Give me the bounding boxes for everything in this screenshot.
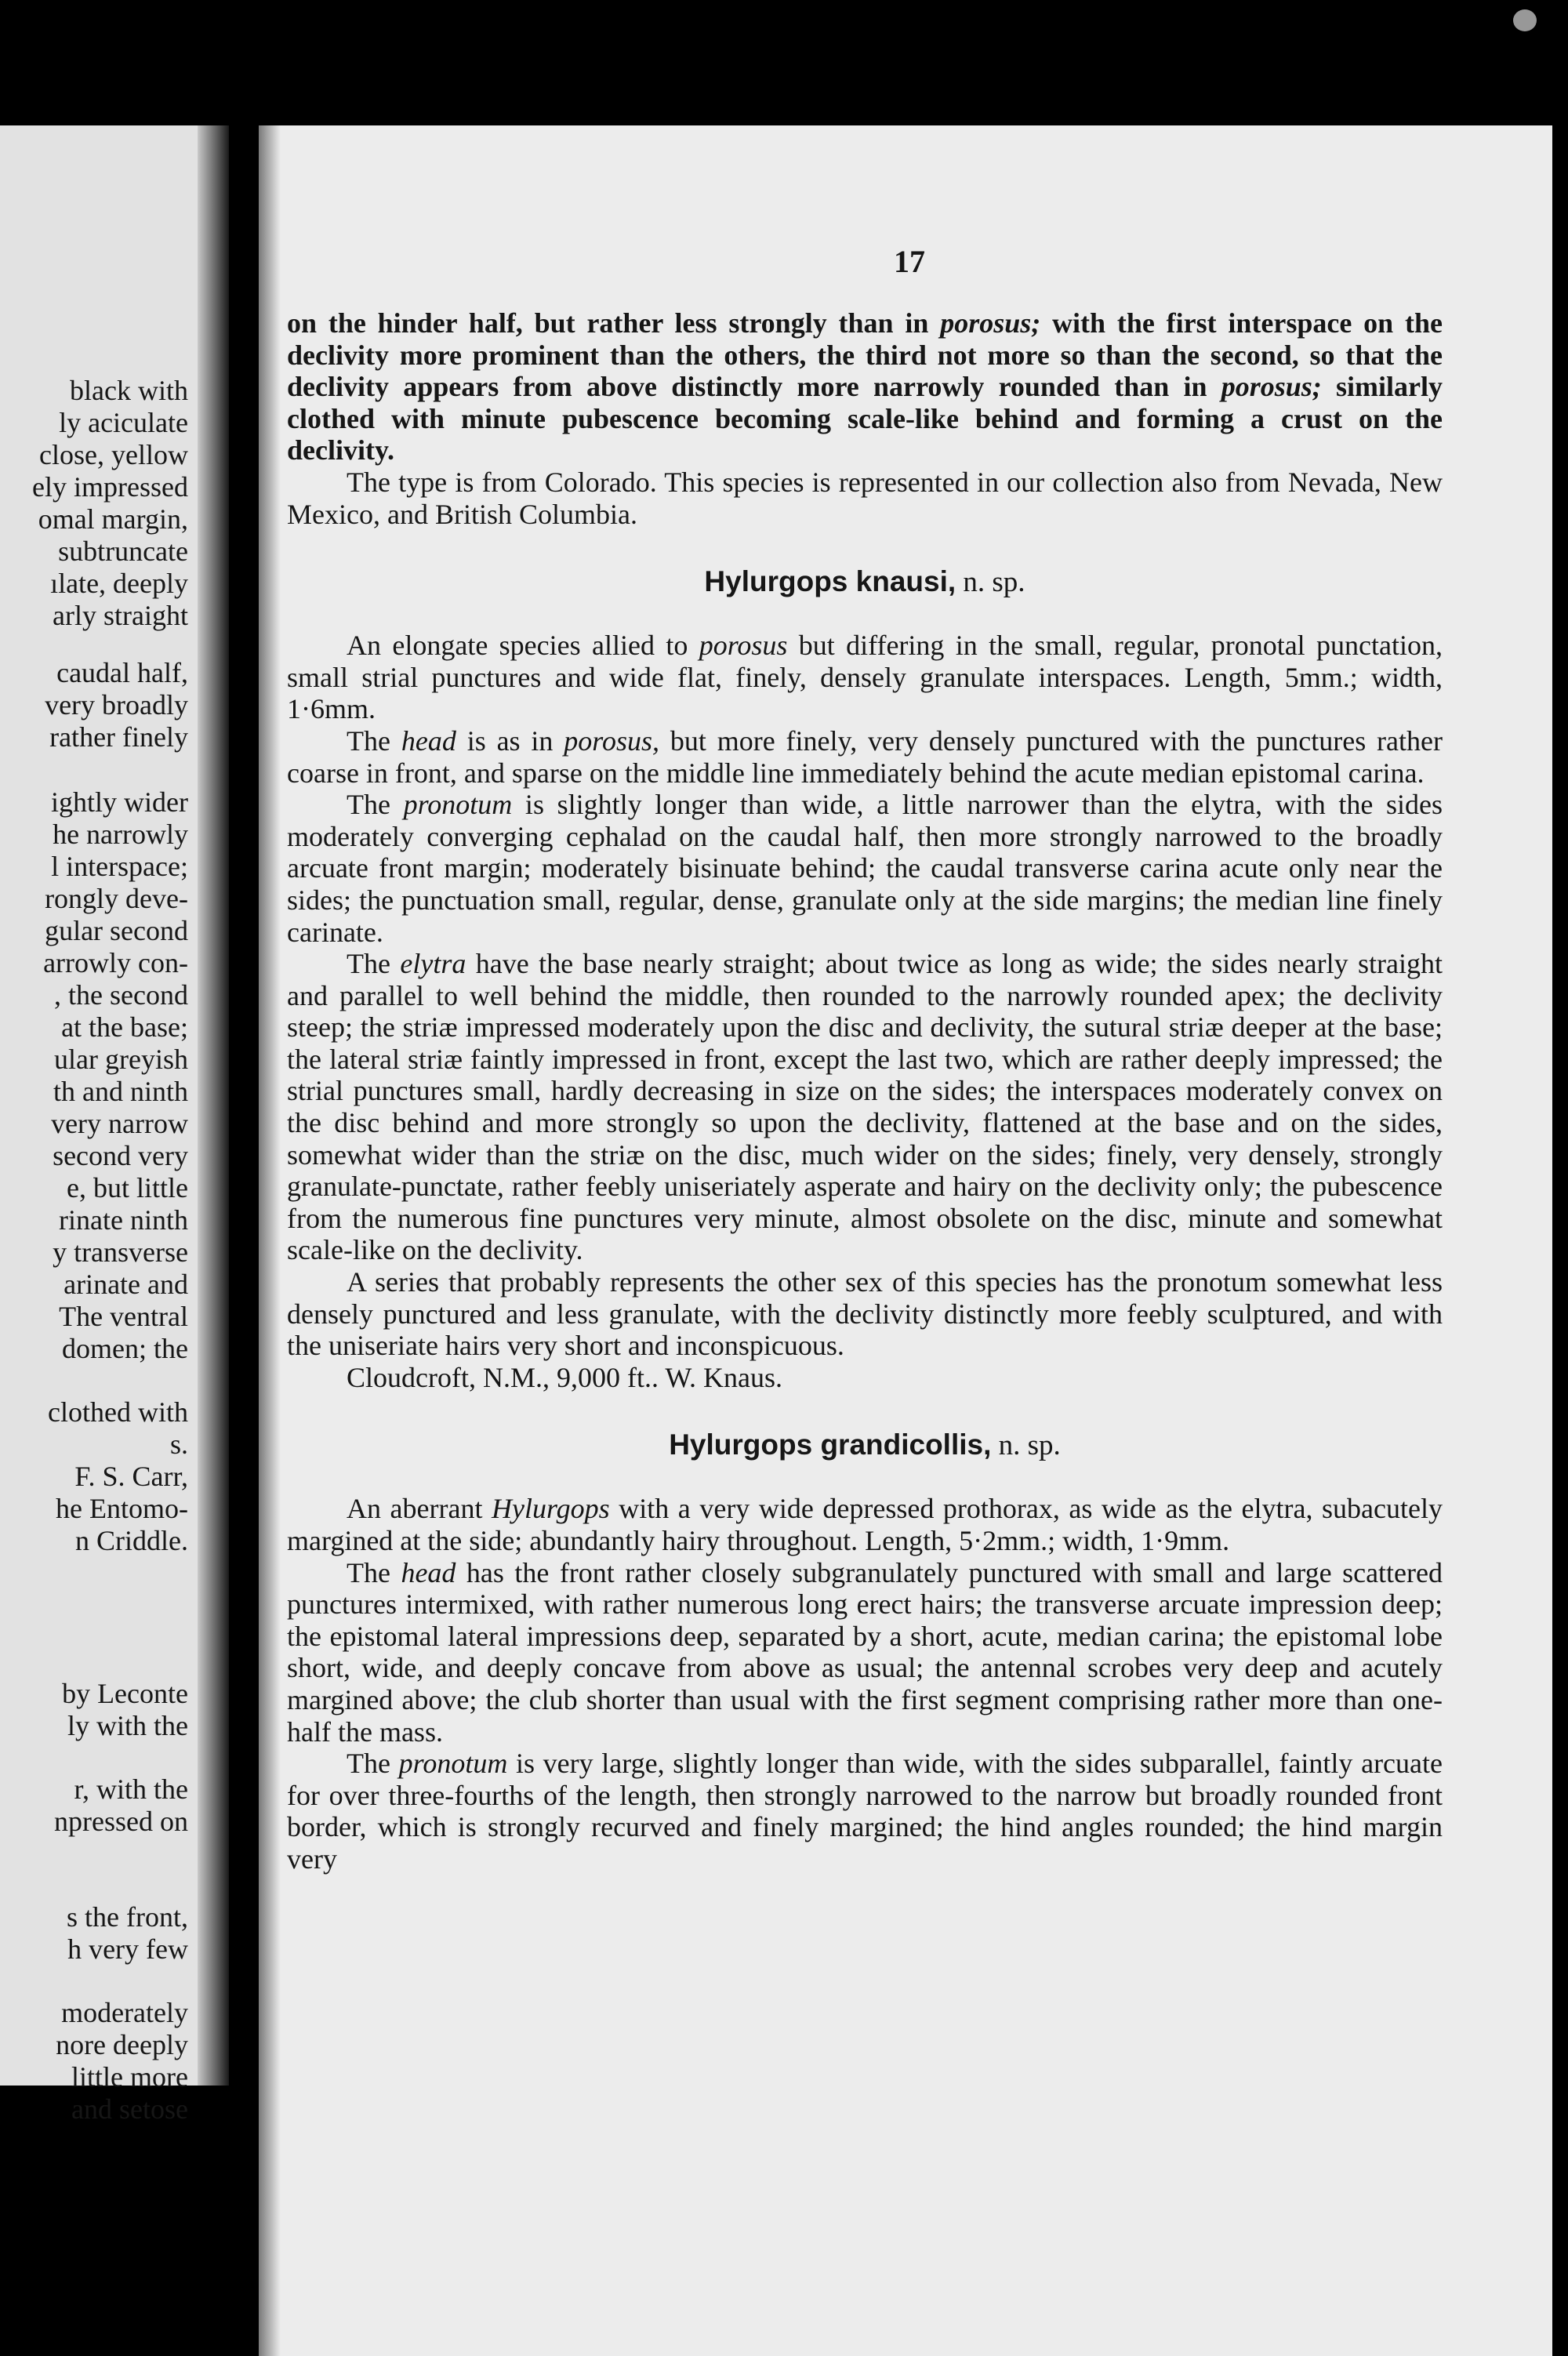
left-line: h very few: [67, 1933, 188, 1965]
knausi-elytra: The elytra have the base nearly straight; about twice as long as wide; the sides nearly straight and parallel to well behind the middle, then rounded to the narrowly rounded apex; the declivity steep; the striæ impressed moderately upon the disc and declivity, the sutural striæ deeper at the base; the lateral striæ faintly impressed in front, except the last two, which are rather deeply impressed; the strial punctures small, hardly decreasing in size on the sides; the interspaces moderately convex on the disc behind and more strongly so upon the declivity, flattened at the base and on the sides, somewhat wider than the striæ on the disc, much wider on the sides; finely, very densely, strongly granulate-punctate, rather feebly uniseriately asperate and hairy on the declivity only; the pubescence from the numerous fine punctures very minute, almost obsolete on the disc, minute and somewhat scale-like on the declivity.: [287, 948, 1443, 1266]
left-line: s the front,: [67, 1901, 188, 1933]
left-line: npressed on: [54, 1806, 188, 1837]
left-line: very broadly: [45, 689, 188, 721]
left-line: ly with the: [67, 1710, 188, 1741]
left-line: F. S. Carr,: [74, 1461, 188, 1492]
page-gutter-shadow: [198, 125, 229, 2086]
left-line: th and ninth: [53, 1076, 188, 1107]
left-line: moderately: [61, 1997, 188, 2028]
continued-paragraph: on the hinder half, but rather less strongly than in porosus; with the first interspace on the declivity more prominent than the others, the third not more so than the second, so that the declivity appears from above distinctly more narrowly rounded than in porosus; similarly clothed with minute pubescence becoming scale-like behind and forming a crust on the declivity.: [287, 307, 1443, 466]
type-locality-paragraph: The type is from Colorado. This species is represented in our collection also from Nevada, New Mexico, and British Columbia.: [287, 466, 1443, 530]
knausi-diagnosis: An elongate species allied to porosus but differing in the small, regular, pronotal punctation, small strial punctures and wide flat, finely, densely granulate interspaces. Length, 5mm.; width, 1·6mm.: [287, 630, 1443, 725]
page-body: [287, 307, 1443, 1875]
left-line: clothed with: [48, 1396, 188, 1428]
left-line: he narrowly: [53, 819, 188, 850]
left-line: at the base;: [61, 1011, 188, 1043]
left-line: rather finely: [49, 721, 188, 753]
left-line: rinate ninth: [59, 1204, 188, 1236]
knausi-pronotum: The pronotum is slightly longer than wide, a little narrower than the elytra, with the sides moderately converging cephalad on the caudal half, then more strongly narrowed to the broadly arcuate front margin; moderately bisinuate behind; the caudal transverse carina acute only near the sides; the punctuation small, regular, dense, granulate only at the side margins; the median line finely carinate.: [287, 789, 1443, 948]
left-line: rongly deve-: [45, 883, 188, 914]
left-line: second very: [53, 1140, 188, 1171]
left-line: ly aciculate: [59, 407, 188, 438]
left-line: black with: [70, 375, 188, 406]
left-page-fragment: [0, 125, 229, 2125]
left-line: and setose: [71, 2093, 188, 2125]
left-line: subtruncate: [58, 535, 188, 567]
left-line: very narrow: [51, 1108, 188, 1139]
left-line: omal margin,: [38, 503, 188, 535]
scan-artifact: [1513, 9, 1537, 31]
left-line: close, yellow: [39, 439, 188, 470]
left-line: ılate, deeply: [50, 568, 188, 599]
left-line: little more: [71, 2061, 188, 2093]
species-heading-knausi: Hylurgops knausi, n. sp.: [704, 565, 1025, 599]
left-line: l interspace;: [51, 851, 188, 882]
left-line: arly straight: [53, 600, 188, 631]
left-line: caudal half,: [56, 657, 188, 688]
knausi-locality: Cloudcroft, N.M., 9,000 ft.. W. Knaus.: [347, 1361, 782, 1393]
left-line: n Criddle.: [75, 1525, 188, 1556]
grandicollis-head: The head has the front rather closely subgranulately punctured with small and large scattered punctures intermixed, with rather numerous long erect hairs; the transverse arcuate impression deep; the epistomal lateral impressions deep, separated by a short, acute, median carina; the epistomal lobe short, wide, and deeply concave from above as usual; the antennal scrobes very deep and acutely margined above; the club shorter than usual with the first segment comprising rather more than one-half the mass.: [287, 1556, 1443, 1748]
knausi-other-sex: A series that probably represents the other sex of this species has the pronotum somewhat less densely punctured and less granulate, with the declivity distinctly more feebly sculptured, and with the uniseriate hairs very short and inconspicuous.: [287, 1266, 1443, 1362]
left-line: arinate and: [64, 1269, 188, 1300]
page-number: 17: [894, 244, 925, 279]
left-line: gular second: [45, 915, 188, 946]
left-line: , the second: [54, 979, 188, 1011]
knausi-head: The head is as in porosus, but more finely, very densely punctured with the punctures rather coarse in front, and sparse on the middle line immediately behind the acute median epistomal carina.: [287, 724, 1443, 789]
left-line: by Leconte: [62, 1678, 188, 1709]
left-line: arrowly con-: [43, 947, 188, 978]
page-edge-shadow: [259, 125, 281, 2356]
left-line: ightly wider: [51, 786, 188, 818]
left-line: domen; the: [62, 1333, 188, 1364]
left-line: nore deeply: [56, 2029, 188, 2060]
left-line: y transverse: [53, 1236, 188, 1268]
left-line: The ventral: [59, 1301, 188, 1332]
left-line: r, with the: [74, 1773, 188, 1805]
grandicollis-pronotum: The pronotum is very large, slightly longer than wide, with the sides subparallel, faintly arcuate for over three-fourths of the length, then strongly narrowed to the narrow but broadly rounded front border, which is strongly recurved and finely margined; the hind angles rounded; the hind margin very: [287, 1748, 1443, 1875]
left-line: e, but little: [67, 1172, 188, 1203]
grandicollis-diagnosis: An aberrant Hylurgops with a very wide depressed prothorax, as wide as the elytra, subacutely margined at the side; abundantly hairy throughout. Length, 5·2mm.; width, 1·9mm.: [287, 1493, 1443, 1556]
left-line: he Entomo-: [56, 1493, 188, 1524]
right-page: [259, 125, 1552, 2356]
species-heading-grandicollis: Hylurgops grandicollis, n. sp.: [669, 1428, 1061, 1462]
left-line: ely impressed: [32, 471, 188, 503]
left-line: ular greyish: [54, 1044, 188, 1075]
left-line: s.: [169, 1428, 188, 1460]
